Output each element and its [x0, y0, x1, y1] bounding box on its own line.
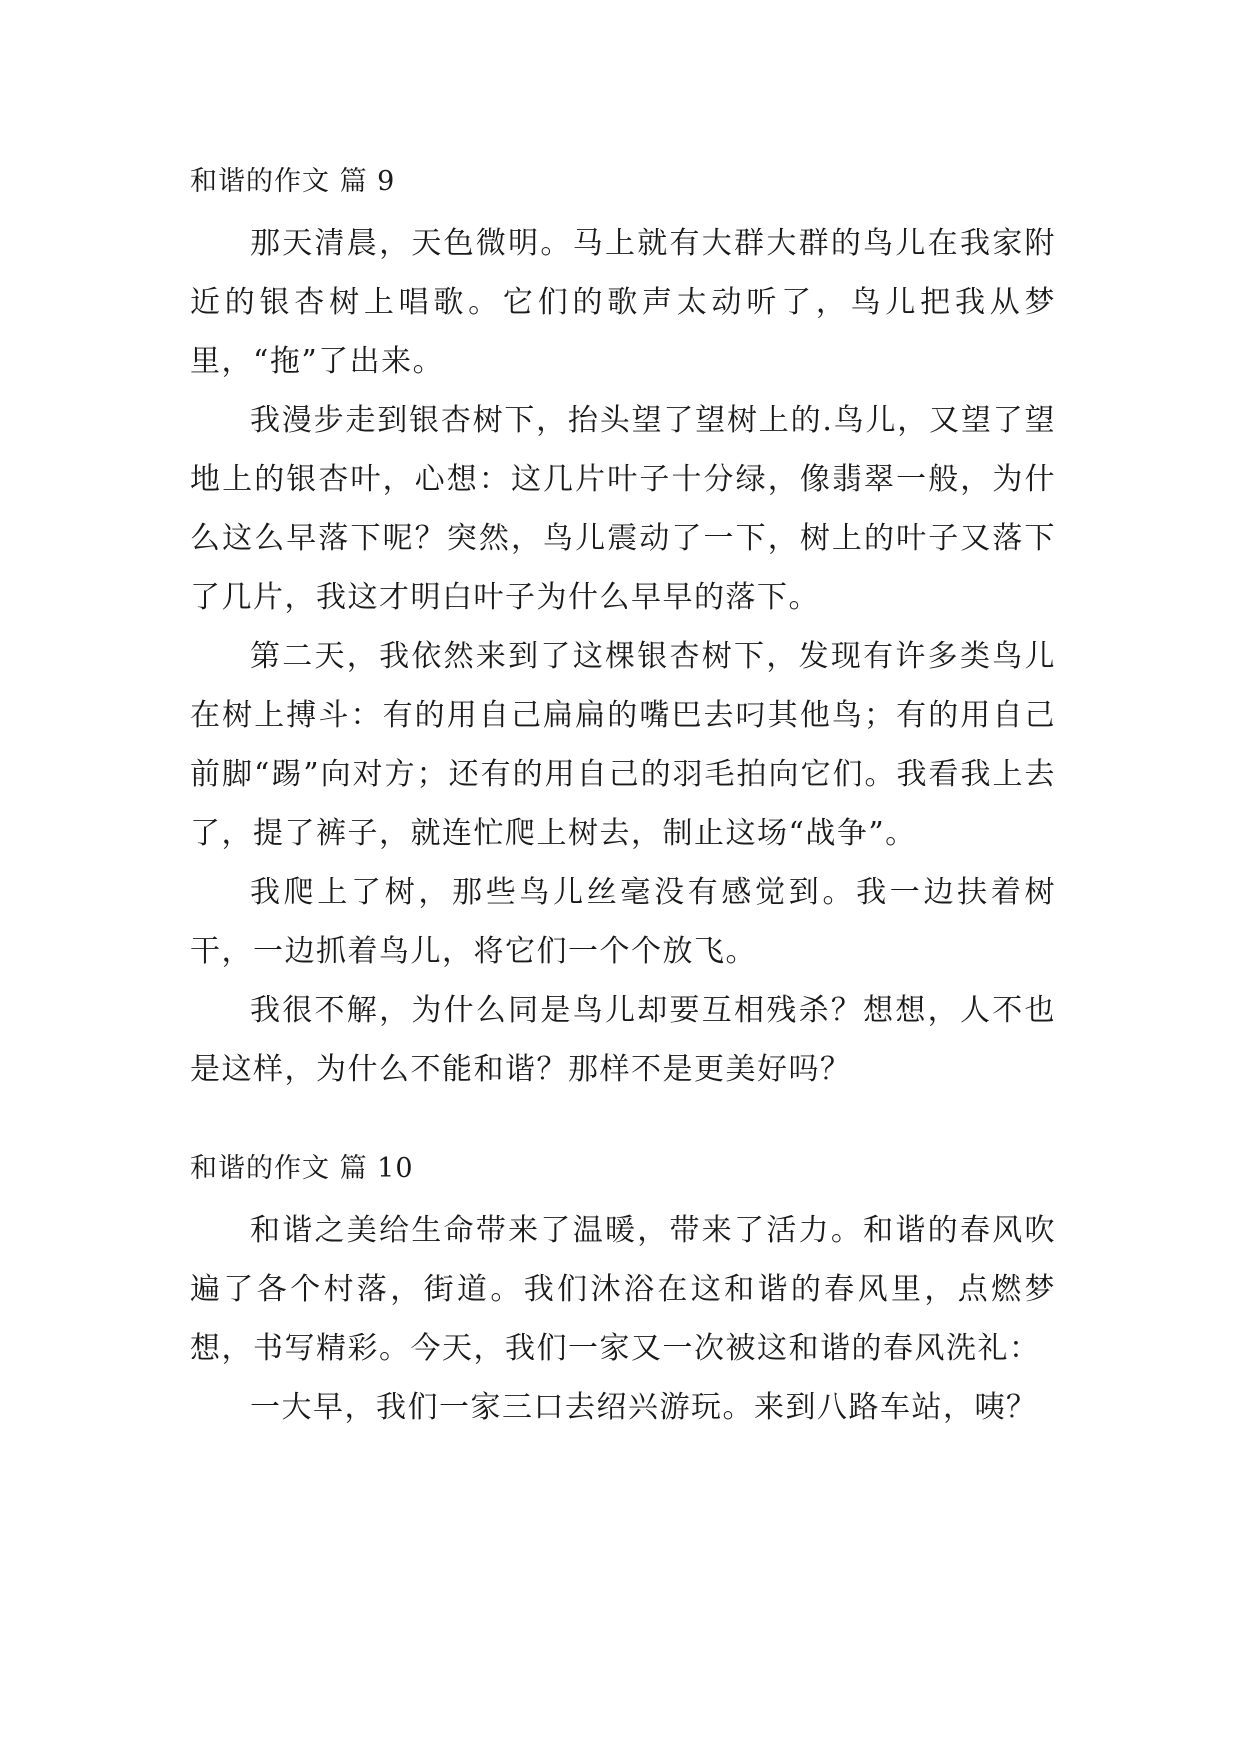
- document-page: [190, 162, 1056, 1437]
- paragraph: 我很不解，为什么同是鸟儿却要互相残杀？想想，人不也是这样，为什么不能和谐？那样不是更美好吗？: [190, 993, 1056, 1087]
- paragraph: 我爬上了树，那些鸟儿丝毫没有感觉到。我一边扶着树干，一边抓着鸟儿，将它们一个个放飞。: [190, 875, 1056, 969]
- essay-section-9: [190, 162, 1056, 1099]
- paragraph: 我漫步走到银杏树下，抬头望了望树上的.鸟儿，又望了望地上的银杏叶，心想：这几片叶子十分绿，像翡翠一般，为什么这么早落下呢？突然，鸟儿震动了一下，树上的叶子又落下了几片，我这才明白叶子为什么早早的落下。: [190, 403, 1056, 615]
- paragraph: 和谐之美给生命带来了温暖，带来了活力。和谐的春风吹遍了各个村落，街道。我们沐浴在这和谐的春风里，点燃梦想，书写精彩。今天，我们一家又一次被这和谐的春风洗礼：: [190, 1213, 1056, 1366]
- paragraph: 那天清晨，天色微明。马上就有大群大群的鸟儿在我家附近的银杏树上唱歌。它们的歌声太动听了，鸟儿把我从梦里，“拖”了出来。: [190, 226, 1056, 379]
- section-title: 和谐的作文 篇 10: [190, 1153, 414, 1184]
- paragraph: 第二天，我依然来到了这棵银杏树下，发现有许多类鸟儿在树上搏斗：有的用自己扁扁的嘴巴去叼其他鸟；有的用自己前脚“踢”向对方；还有的用自己的羽毛拍向它们。我看我上去了，提了裤子，就连忙爬上树去，制止这场“战争”。: [190, 639, 1056, 851]
- section-title: 和谐的作文 篇 9: [190, 166, 396, 197]
- essay-section-10: [190, 1149, 1056, 1437]
- paragraph: 一大早，我们一家三口去绍兴游玩。来到八路车站，咦？: [250, 1390, 1038, 1425]
